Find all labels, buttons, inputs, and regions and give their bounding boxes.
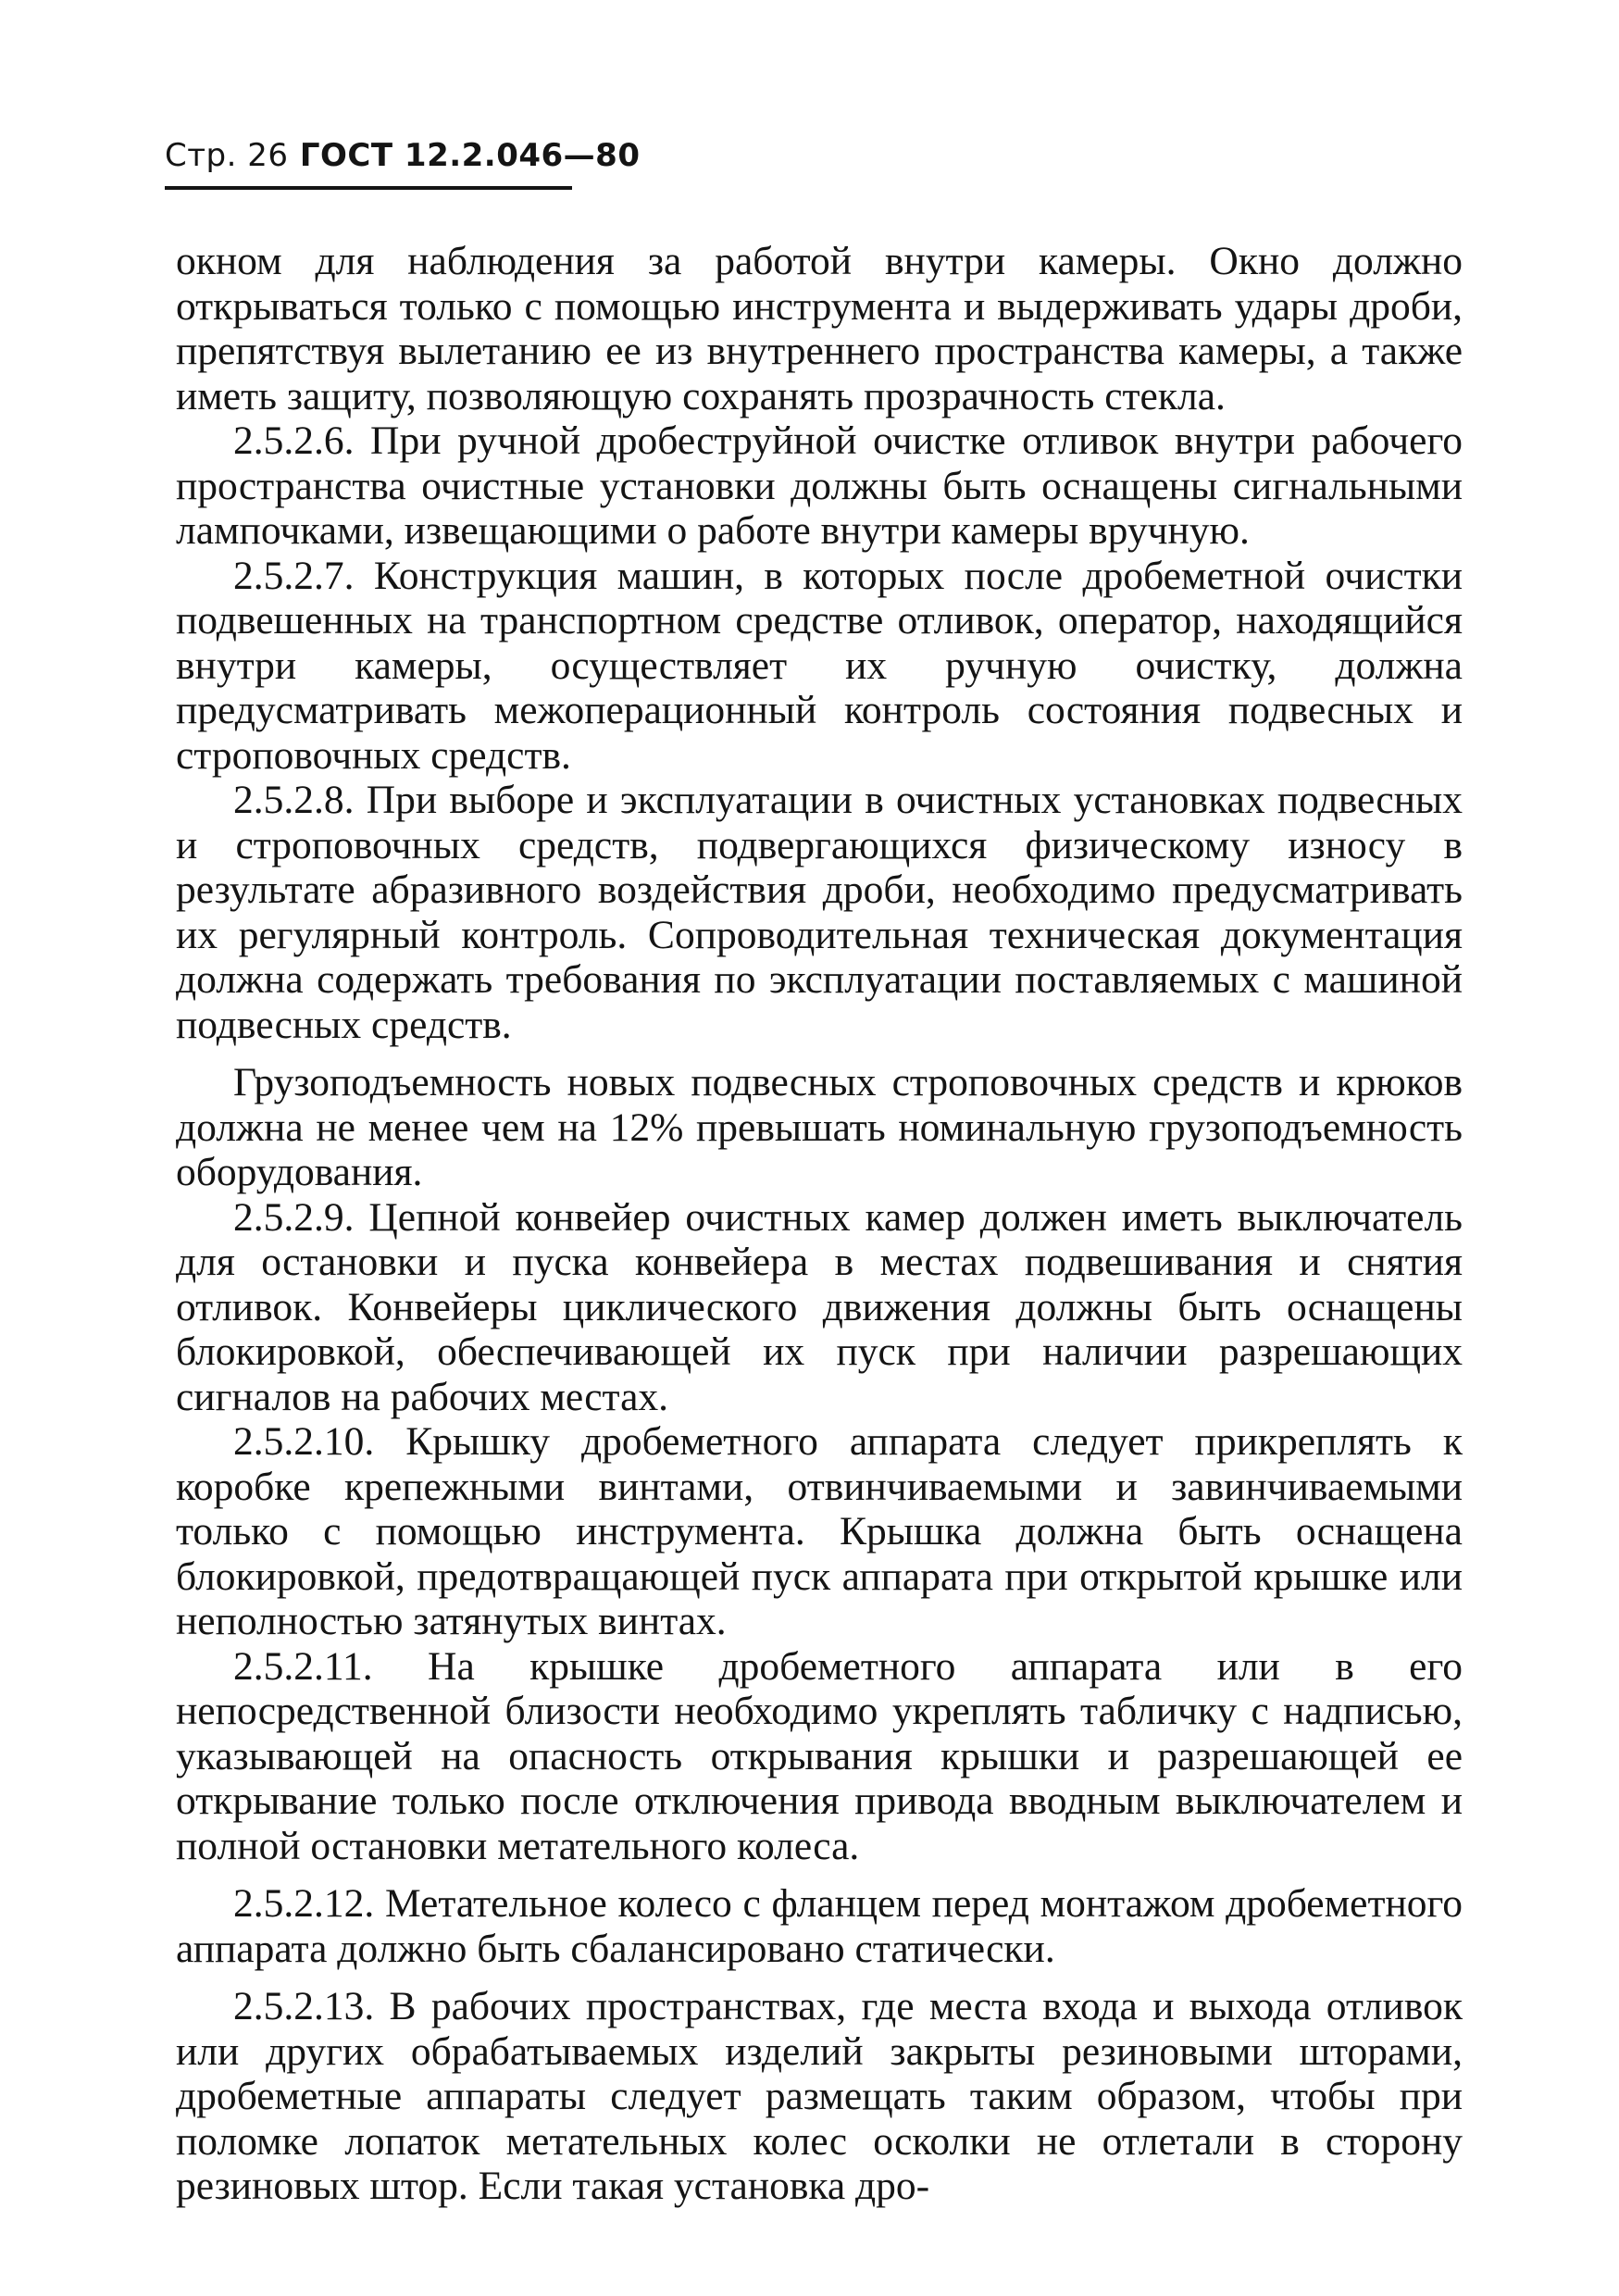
paragraph-2-5-2-13: 2.5.2.13. В рабочих пространствах, где места входа и выхода отливок или других обрабатываемых изделий закрыты резиновыми шторами, дробеметные аппараты следует размещать таким образом, чтобы при поломке лопаток метательных колес осколки не отлетали в сторону резиновых штор. Если такая установка дро- [176, 1984, 1463, 2208]
paragraph-2-5-2-9: 2.5.2.9. Цепной конвейер очистных камер должен иметь выключатель для остановки и пуска конвейера в местах подвешивания и снятия отливок. Конвейеры циклического движения должны быть оснащены блокировкой, обеспечивающей их пуск при наличии разрешающих сигналов на рабочих местах. [176, 1194, 1463, 1419]
page-number: Стр. 26 [165, 137, 289, 174]
paragraph-2-5-2-7: 2.5.2.7. Конструкция машин, в которых после дробеметной очистки подвешенных на транспортном средстве отливок, оператор, находящийся внутри камеры, осуществляет их ручную очистку, должна предусматривать межоперационный контроль состояния подвесных и строповочных средств. [176, 553, 1463, 778]
paragraph-2-5-2-8: 2.5.2.8. При выборе и эксплуатации в очистных установках подвесных и строповочных средств, подвергающихся физическому износу в результате абразивного воздействия дроби, необходимо предусматривать их регулярный контроль. Сопроводительная техническая документация должна содержать требования по эксплуатации поставляемых с машиной подвесных средств. [176, 778, 1463, 1047]
paragraph-2-5-2-10: 2.5.2.10. Крышку дробеметного аппарата следует прикреплять к коробке крепежными винтами, отвинчиваемыми и завинчиваемыми только с помощью инструмента. Крышка должна быть оснащена блокировкой, предотвращающей пуск аппарата при открытой крышке или неполностью затянутых винтах. [176, 1419, 1463, 1643]
paragraph-2-5-2-12: 2.5.2.12. Метательное колесо с фланцем перед монтажом дробеметного аппарата должно быть сбалансировано статически. [176, 1881, 1463, 1971]
paragraph-2-5-2-6: 2.5.2.6. При ручной дробеструйной очистке отливок внутри рабочего пространства очистные установки должны быть оснащены сигнальными лампочками, извещающими о работе внутри камеры вручную. [176, 418, 1463, 553]
paragraph-2-5-2-11: 2.5.2.11. На крышке дробеметного аппарата или в его непосредственной близости необходимо укреплять табличку с надписью, указывающей на опасность открывания крышки и разрешающей ее открывание только после отключения привода вводным выключателем и полной остановки метательного колеса. [176, 1643, 1463, 1868]
page-header [165, 137, 641, 174]
paragraph-load-capacity: Грузоподъемность новых подвесных строповочных средств и крюков должна не менее чем на 12% превышать номинальную грузоподъемность оборудования. [176, 1060, 1463, 1194]
document-body [176, 239, 1463, 2209]
paragraph-continuation: окном для наблюдения за работой внутри камеры. Окно должно открываться только с помощью инструмента и выдерживать удары дроби, препятствуя вылетанию ее из внутреннего пространства камеры, а также иметь защиту, позволяющую сохранять прозрачность стекла. [176, 239, 1463, 418]
standard-number: ГОСТ 12.2.046—80 [299, 137, 641, 174]
header-divider [165, 186, 572, 190]
